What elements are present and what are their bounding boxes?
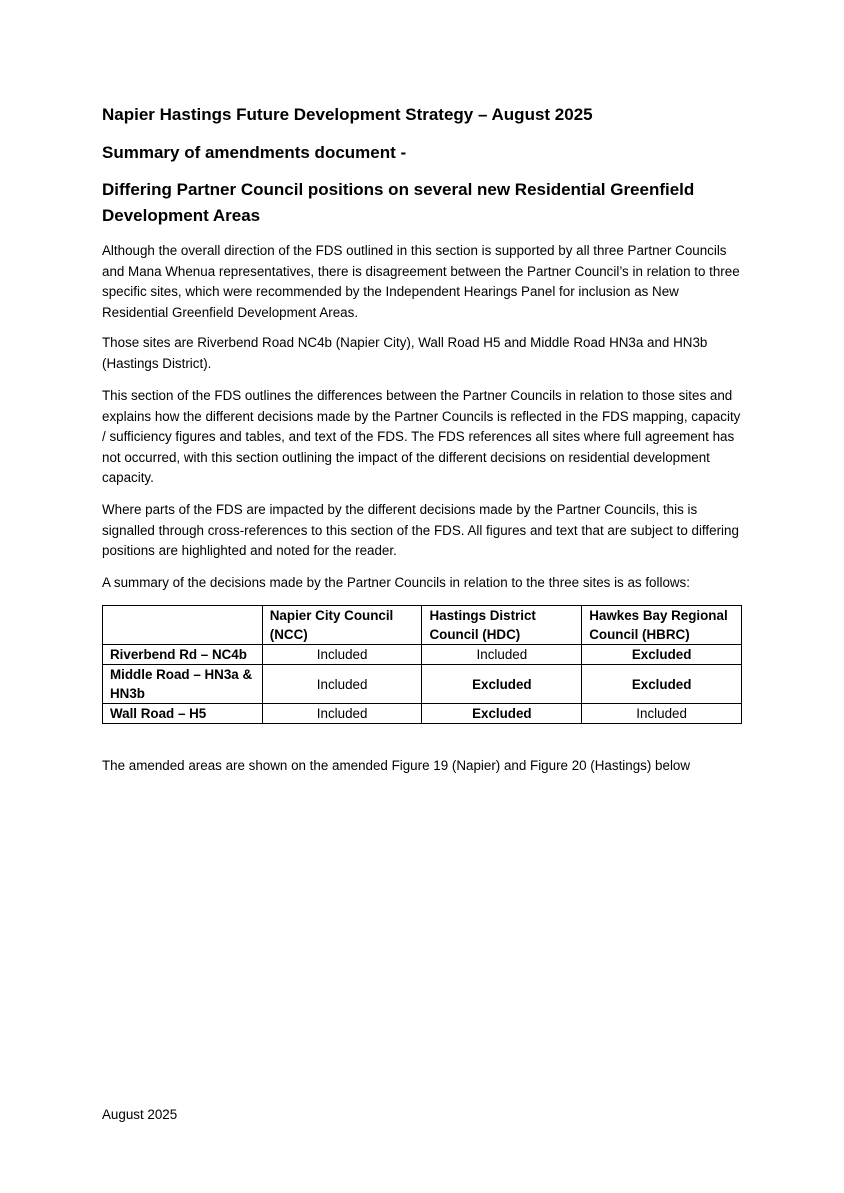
decisions-table: [102, 605, 742, 724]
table-header-cell: [103, 606, 263, 645]
page-footer: August 2025: [102, 1107, 178, 1122]
hdc-cell: Excluded: [422, 704, 582, 724]
table-row: [103, 645, 742, 665]
paragraph-differences: This section of the FDS outlines the differences between the Partner Councils in relation to those sites and explains how the different decisions made by the Partner Councils is reflected in the FDS mapping, capacity / sufficiency figures and tables, and text of the FDS. The FDS references all sites where full agreement has not occurred, with this section outlining the impact of the different decisions on residential development capacity.: [102, 388, 741, 485]
paragraph-closing: The amended areas are shown on the amended Figure 19 (Napier) and Figure 20 (Hastings) below: [102, 758, 691, 773]
hbrc-cell: Included: [582, 704, 742, 724]
table-header-row: [103, 606, 742, 645]
paragraph-intro: Although the overall direction of the FDS outlined in this section is supported by all three Partner Councils and Mana Whenua representatives, there is disagreement between the Partner Council’s in relation to three specific sites, which were recommended by the Independent Hearings Panel for inclusion as New Residential Greenfield Development Areas.: [102, 243, 740, 320]
table-header-cell: Hawkes Bay Regional Council (HBRC): [582, 606, 742, 645]
ncc-cell: Included: [262, 704, 422, 724]
hdc-cell: Excluded: [422, 665, 582, 704]
site-cell: Wall Road – H5: [103, 704, 263, 724]
document-subtitle: Summary of amendments document -: [102, 143, 407, 162]
ncc-cell: Included: [262, 665, 422, 704]
site-cell: Riverbend Rd – NC4b: [103, 645, 263, 665]
paragraph-sites: Those sites are Riverbend Road NC4b (Napier City), Wall Road H5 and Middle Road HN3a and HN3b (Hastings District).: [102, 335, 708, 371]
section-heading: Differing Partner Council positions on several new Residential Greenfield Development Areas: [102, 180, 695, 225]
document-title: Napier Hastings Future Development Strategy – August 2025: [102, 105, 593, 124]
hbrc-cell: Excluded: [582, 645, 742, 665]
table-row: [103, 704, 742, 724]
paragraph-cross-references: Where parts of the FDS are impacted by the different decisions made by the Partner Councils, this is signalled through cross-references to this section of the FDS. All figures and text that are subject to differing positions are highlighted and noted for the reader.: [102, 502, 739, 558]
ncc-cell: Included: [262, 645, 422, 665]
table-row: [103, 665, 742, 704]
hdc-cell: Included: [422, 645, 582, 665]
table-header-cell: Hastings District Council (HDC): [422, 606, 582, 645]
table-header-cell: Napier City Council (NCC): [262, 606, 422, 645]
site-cell: Middle Road – HN3a & HN3b: [103, 665, 263, 704]
paragraph-summary-lead: A summary of the decisions made by the Partner Councils in relation to the three sites is as follows:: [102, 575, 690, 590]
hbrc-cell: Excluded: [582, 665, 742, 704]
